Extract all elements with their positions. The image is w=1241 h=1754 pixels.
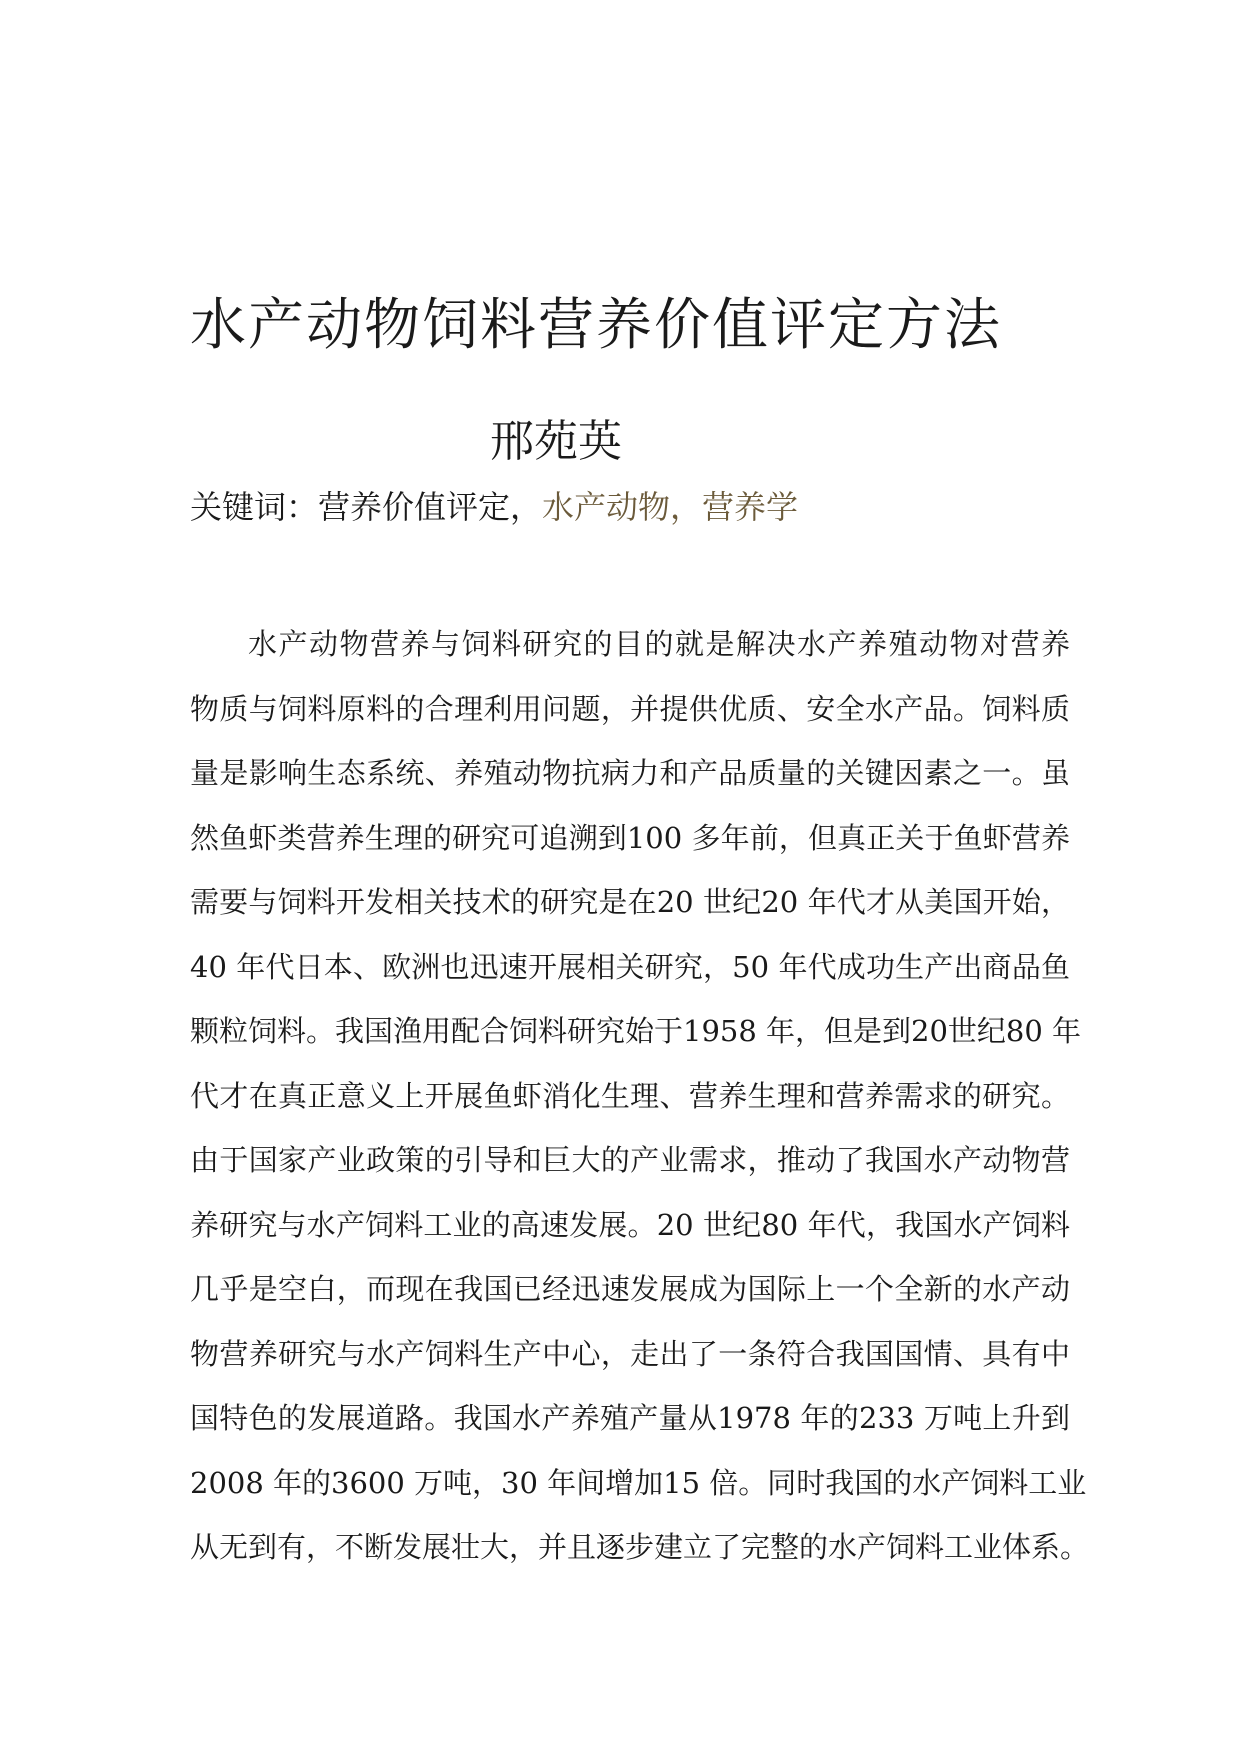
body-line: 需要与饲料开发相关技术的研究是在20 世纪20 年代才从美国开始，: [190, 885, 1070, 919]
body-line: 物质与饲料原料的合理利用问题，并提供优质、安全水产品。饲料质: [190, 691, 1070, 726]
body-line: 然鱼虾类营养生理的研究可追溯到100 多年前，但真正关于鱼虾营养: [190, 820, 1070, 855]
body-line: 国特色的发展道路。我国水产养殖产量从1978 年的233 万吨上升到: [190, 1401, 1070, 1435]
body-paragraph: [190, 612, 1090, 1580]
body-line: 由于国家产业政策的引导和巨大的产业需求，推动了我国水产动物营: [190, 1143, 1070, 1177]
keyword-nutrition-evaluation: 营养价值评定，: [318, 488, 543, 526]
document-title: 水产动物饲料营养价值评定方法: [190, 293, 1002, 358]
keywords-rest: 水产动物，营养学: [542, 488, 799, 526]
author-name: 邢苑英: [490, 416, 622, 467]
body-line: 水产动物营养与饲料研究的目的就是解决水产养殖动物对营养: [248, 627, 1070, 661]
body-line: 从无到有，不断发展壮大，并且逐步建立了完整的水产饲料工业体系。: [190, 1530, 1090, 1564]
keywords-label: 关键词：: [190, 488, 319, 526]
body-line: 几乎是空白，而现在我国已经迅速发展成为国际上一个全新的水产动: [190, 1272, 1070, 1306]
body-line: 量是影响生态系统、养殖动物抗病力和产品质量的关键因素之一。虽: [190, 756, 1070, 790]
body-line: 40 年代日本、欧洲也迅速开展相关研究，50 年代成功生产出商品鱼: [190, 949, 1070, 984]
body-line: 代才在真正意义上开展鱼虾消化生理、营养生理和营养需求的研究。: [190, 1078, 1070, 1113]
body-line: 颗粒饲料。我国渔用配合饲料研究始于1958 年，但是到20世纪80 年: [190, 1014, 1082, 1048]
body-line: 养研究与水产饲料工业的高速发展。20 世纪80 年代，我国水产饲料: [190, 1207, 1070, 1242]
body-line: 2008 年的3600 万吨，30 年间增加15 倍。同时我国的水产饲料工业: [190, 1465, 1087, 1500]
keywords-line: [190, 484, 798, 530]
body-line: 物营养研究与水产饲料生产中心，走出了一条符合我国国情、具有中: [190, 1336, 1070, 1371]
